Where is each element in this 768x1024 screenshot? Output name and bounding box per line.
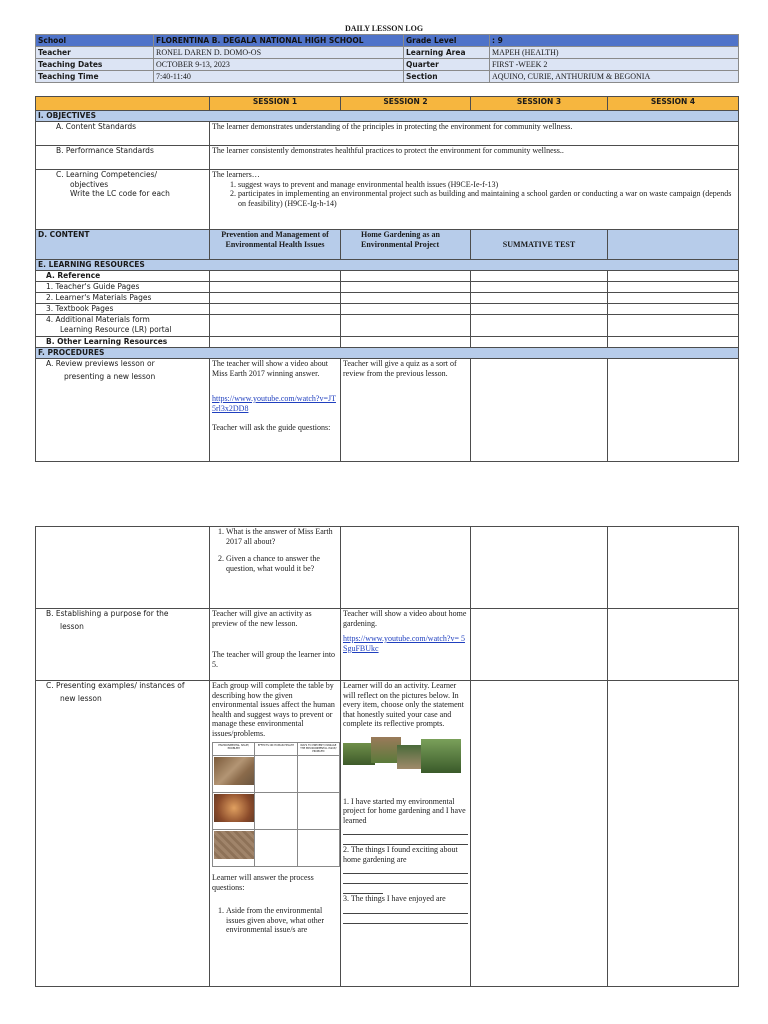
purpose-session-1 <box>210 609 341 681</box>
guide-questions-cell <box>210 527 341 609</box>
lesson-table-page-2 <box>35 526 739 987</box>
reflection-prompt-1: 1. I have started my environmental project for home gardening and I have learned <box>343 796 466 825</box>
performance-standards-label: B. Performance Standards <box>36 146 210 170</box>
competencies-label-line-3: Write the LC code for each <box>70 189 170 198</box>
review-session-2: Teacher will give a quiz as a sort of review from the previous lesson. <box>341 359 471 462</box>
competencies-intro: The learners… <box>212 170 260 179</box>
learners-materials-label: 2. Learner's Materials Pages <box>36 293 210 304</box>
fire-image <box>214 794 255 822</box>
other-resources-label: B. Other Learning Resources <box>36 337 210 348</box>
header-info-table <box>35 34 739 83</box>
content-session-1: Prevention and Management of Environmental Health Issues <box>210 230 341 260</box>
home-gardening-video-link[interactable]: https://www.youtube.com/watch?v= 5SguFBUkc <box>343 634 465 653</box>
school-label: School <box>36 35 154 47</box>
quarter-value: FIRST -WEEK 2 <box>490 59 739 71</box>
answer-line[interactable] <box>343 884 383 894</box>
session-header-blank <box>36 97 210 111</box>
examples-label-line-1: C. Presenting examples/ instances of <box>46 681 185 690</box>
dates-value: OCTOBER 9-13, 2023 <box>154 59 404 71</box>
document-title: DAILY LESSON LOG <box>344 24 424 33</box>
examples-s2-text: Learner will do an activity. Learner will reflect on the pictures below. In every item, choose only the statement that honestly suited your case and complete its reflective prompts. <box>343 681 464 728</box>
purpose-session-2 <box>341 609 471 681</box>
answer-line[interactable] <box>343 825 468 835</box>
procedures-heading: F. PROCEDURES <box>36 348 739 359</box>
examples-s1-process: Learner will answer the process questions: <box>212 873 314 892</box>
teacher-label: Teacher <box>36 47 154 59</box>
review-video-link[interactable]: https://www.youtube.com/watch?v=JT5rl3x2DD8 <box>212 394 336 413</box>
competency-item: 1. suggest ways to prevent and manage environmental health issues (H9CE-Ie-f-13) <box>238 180 736 190</box>
objectives-heading: I. OBJECTIVES <box>36 111 739 122</box>
examples-s1-text: Each group will complete the table by describing how the given environmental issues affect the human health and suggest ways to prevent or manage these environmental issues/problems. <box>212 681 335 738</box>
guide-question: 2. Given a chance to answer the question, what would it be? <box>226 554 338 573</box>
guide-question: 1. What is the answer of Miss Earth 2017 all about? <box>226 527 338 546</box>
content-label: D. CONTENT <box>36 230 210 260</box>
reflection-prompt-3: 3. The things I have enjoyed are <box>343 894 446 903</box>
additional-materials-line-1: 4. Additional Materials form <box>46 315 150 324</box>
examples-session-2 <box>341 681 471 987</box>
answer-line[interactable] <box>343 864 468 874</box>
issues-table-header: WAYS TO PREVENT/ MANAGE THE ENVIRONMENTAL ISSUE/ PROBLEM <box>297 743 339 756</box>
time-label: Teaching Time <box>36 71 154 83</box>
purpose-s1-text: Teacher will give an activity as preview of the new lesson. <box>212 609 312 628</box>
process-question: 1. Aside from the environmental issues given above, what other environmental issue/s are <box>226 906 338 935</box>
answer-line[interactable] <box>343 874 468 884</box>
additional-materials-line-2: Learning Resource (LR) portal <box>60 324 172 334</box>
content-session-4 <box>608 230 739 260</box>
content-standards-label: A. Content Standards <box>36 122 210 146</box>
review-s1-text: The teacher will show a video about Miss Earth 2017 winning answer. <box>212 359 328 378</box>
issues-table-header: ENVIRONMENTAL ISSUE/ PROBLEM <box>213 743 255 756</box>
school-value: FLORENTINA B. DEGALA NATIONAL HIGH SCHOOL <box>154 35 404 47</box>
session-3-header: SESSION 3 <box>471 97 608 111</box>
competencies-label-line-2: objectives <box>70 179 109 189</box>
quarter-label: Quarter <box>404 59 490 71</box>
purpose-label-line-2: lesson <box>60 621 84 631</box>
session-4-header: SESSION 4 <box>608 97 739 111</box>
teacher-value: RONEL DAREN D. DOMO-OS <box>154 47 404 59</box>
purpose-s1-group: The teacher will group the learner into 5. <box>212 650 336 669</box>
lesson-table-page-1 <box>35 96 739 462</box>
reflection-prompt-2: 2. The things I found exciting about home gardening are <box>343 845 458 864</box>
area-label: Learning Area <box>404 47 490 59</box>
competencies-label-line-1: C. Learning Competencies/ <box>56 170 158 179</box>
dates-label: Teaching Dates <box>36 59 154 71</box>
review-s1-guide: Teacher will ask the guide questions: <box>212 423 331 432</box>
answer-line[interactable] <box>343 904 468 914</box>
review-session-1 <box>210 359 341 462</box>
session-1-header: SESSION 1 <box>210 97 341 111</box>
additional-materials-label <box>36 315 210 337</box>
competencies-text <box>210 170 739 230</box>
teachers-guide-label: 1. Teacher's Guide Pages <box>36 282 210 293</box>
session-2-header: SESSION 2 <box>341 97 471 111</box>
drought-image <box>214 831 255 859</box>
section-label: Section <box>404 71 490 83</box>
examples-label-line-2: new lesson <box>60 693 102 703</box>
content-standards-text: The learner demonstrates understanding of the principles in protecting the environment for community wellness. <box>210 122 739 146</box>
purpose-label-line-1: B. Establishing a purpose for the <box>46 609 169 618</box>
examples-label <box>36 681 210 987</box>
learning-resources-heading: E. LEARNING RESOURCES <box>36 260 739 271</box>
area-value: MAPEH (HEALTH) <box>490 47 739 59</box>
purpose-s2-text: Teacher will show a video about home gardening. <box>343 609 467 628</box>
review-lesson-label-line-2: presenting a new lesson <box>64 371 156 381</box>
purpose-label <box>36 609 210 681</box>
answer-line[interactable] <box>343 914 468 924</box>
time-value: 7:40-11:40 <box>154 71 404 83</box>
grade-value: : 9 <box>490 35 739 47</box>
pollution-image <box>214 757 255 785</box>
grade-label: Grade Level <box>404 35 490 47</box>
answer-line[interactable] <box>343 835 468 845</box>
competencies-label <box>36 170 210 230</box>
textbook-pages-label: 3. Textbook Pages <box>36 304 210 315</box>
review-lesson-label-line-1: A. Review previews lesson or <box>46 359 155 368</box>
reference-label: A. Reference <box>36 271 210 282</box>
content-session-3: SUMMATIVE TEST <box>471 230 608 260</box>
content-session-2: Home Gardening as an Environmental Project <box>341 230 471 260</box>
section-value: AQUINO, CURIE, ANTHURIUM & BEGONIA <box>490 71 739 83</box>
gardening-pictures <box>343 737 463 777</box>
performance-standards-text: The learner consistently demonstrates healthful practices to protect the environment for community wellness.. <box>210 146 739 170</box>
examples-session-1 <box>210 681 341 987</box>
issues-table-header: EFFECTS ON HUMAN HEALTH <box>255 743 297 756</box>
competency-item: 2. participates in implementing an environmental project such as building and maintaining a school garden or conducting a war on waste campaign (depends on feasibility) (H9CE-Ig-h-14) <box>238 189 736 208</box>
environmental-issues-table <box>212 742 340 867</box>
review-lesson-label <box>36 359 210 462</box>
